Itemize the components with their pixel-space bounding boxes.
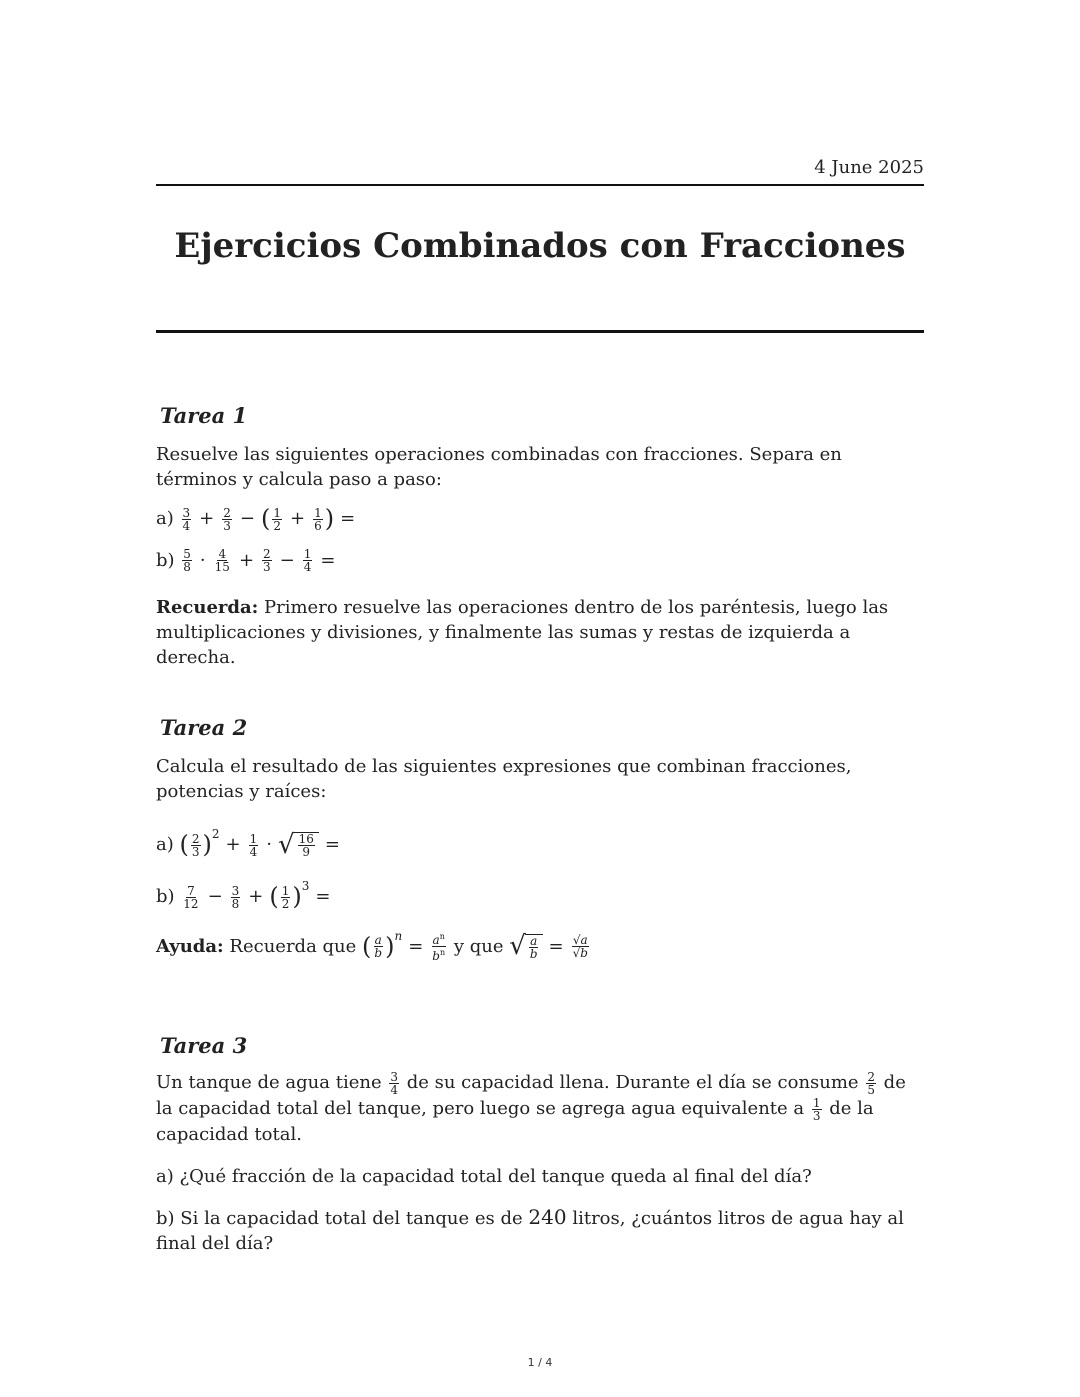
tarea-3-question-a: a) ¿Qué fracción de la capacidad total del tanque queda al final del día? [156, 1166, 812, 1187]
exercise-label: a) [156, 508, 174, 529]
capacity-value: 240 [528, 1205, 567, 1229]
tarea-2-exercise-a: a) ( $\frac{2}{3}$ )$^2$ + $\frac{1}{4}$ · √ $\frac{16}{9}$ = [156, 827, 340, 860]
problem-text: de la capacidad total del tanque, pero luego se agrega agua equivalente a [156, 1072, 906, 1119]
document-date: 4 June 2025 [814, 157, 924, 178]
tarea-1-exercise-b: b) $\frac{5}{8}$ · $\frac{4}{15}$ + $\frac{2}{3}$ − $\frac{1}{4}$ = [156, 547, 336, 574]
reminder-label: Recuerda: [156, 597, 259, 618]
tarea-2-intro: Calcula el resultado de las siguientes expresiones que combinan fracciones, potencias y raíces: [156, 756, 852, 802]
tarea-3-question-b [156, 1205, 926, 1256]
problem-text: Un tanque de agua tiene [156, 1072, 388, 1093]
exercise-label: b) [156, 886, 175, 907]
help-text: y que [448, 935, 510, 957]
title-rule [156, 330, 924, 333]
tarea-3-problem: Un tanque de agua tiene $\frac{3}{4}$ de su capacidad llena. Durante el día se consume $\frac{2}{5}$ de la capacidad total del tanque, pero luego se agrega agua equivalente a $\frac{1}{3}$ de la capacidad total. [156, 1069, 906, 1145]
tarea-2-section [156, 715, 926, 962]
tarea-2-exercise-b: b) $\frac{7}{12}$ − $\frac{3}{8}$ + ( $\frac{1}{2}$ )$^3$ = [156, 879, 331, 911]
help-text: Recuerda que [223, 935, 363, 957]
question-text: b) Si la capacidad total del tanque es de [156, 1208, 529, 1229]
tarea-3-heading: Tarea 3 [160, 1033, 248, 1058]
problem-text: de la capacidad total. [156, 1098, 874, 1145]
tarea-2-heading: Tarea 2 [160, 715, 248, 740]
header-rule [156, 184, 924, 186]
tarea-3-section [156, 1033, 926, 1256]
tarea-1-heading: Tarea 1 [160, 403, 248, 428]
exercise-label: b) [156, 549, 175, 571]
exercise-label: a) [156, 834, 174, 855]
tarea-1-intro: Resuelve las siguientes operaciones combinadas con fracciones. Separa en términos y calcula paso a paso: [156, 444, 842, 490]
question-text: litros, ¿cuántos litros de agua hay al final del día? [156, 1208, 904, 1254]
reminder-text: Primero resuelve las operaciones dentro de los paréntesis, luego las multiplicaciones y divisiones, y finalmente las sumas y restas de izquierda a derecha. [156, 597, 889, 668]
help-label: Ayuda: [156, 935, 224, 957]
page-title: Ejercicios Combinados con Fracciones [174, 226, 906, 266]
page-number: 1 / 4 [527, 1356, 553, 1369]
tarea-1-section [156, 403, 926, 670]
tarea-1-exercise-a: a) $\frac{3}{4}$ + $\frac{2}{3}$ − ( $\frac{1}{2}$ + $\frac{1}{6}$ ) = [156, 504, 356, 533]
tarea-1-reminder [156, 595, 926, 670]
tarea-2-help: Ayuda: Recuerda que ( $\frac{a}{b}$ )$^n$ = $\frac{a^n}{b^n}$ y que √ $\frac{a}{b}$ = $\frac{√a}{√b}$ [156, 928, 588, 963]
problem-text: de su capacidad llena. Durante el día se consume [400, 1072, 865, 1093]
